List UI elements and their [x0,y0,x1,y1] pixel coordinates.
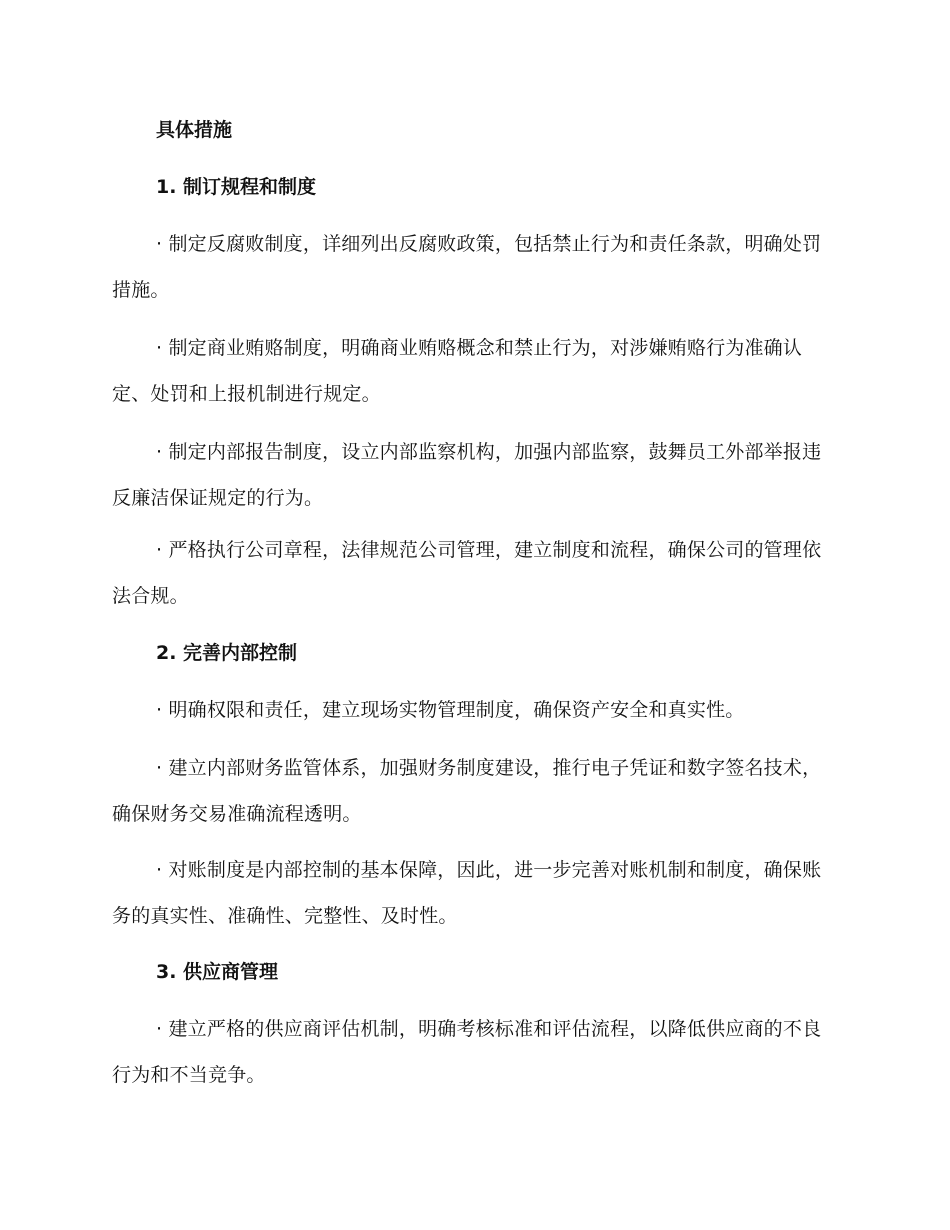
section-1-heading: 1. 制订规程和制度 [156,176,317,198]
section-1-paragraph-2: · 制定商业贿赂制度，明确商业贿赂概念和禁止行为，对涉嫌贿赂行为准确认定、处罚和上报机制进行规定。 [112,337,803,405]
section-1-paragraph-1: · 制定反腐败制度，详细列出反腐败政策，包括禁止行为和责任条款，明确处罚措施。 [112,233,822,301]
section-2-paragraph-1: · 明确权限和责任，建立现场实物管理制度，确保资产安全和真实性。 [156,699,745,721]
document-title: 具体措施 [156,119,233,141]
section-2-paragraph-2: · 建立内部财务监管体系，加强财务制度建设，推行电子凭证和数字签名技术，确保财务交易准确流程透明。 [112,757,822,825]
section-3-paragraph-1: · 建立严格的供应商评估机制，明确考核标准和评估流程，以降低供应商的不良行为和不当竞争。 [112,1018,822,1086]
section-2-paragraph-3: · 对账制度是内部控制的基本保障，因此，进一步完善对账机制和制度，确保账务的真实性、准确性、完整性、及时性。 [112,859,822,927]
section-1-paragraph-3: · 制定内部报告制度，设立内部监察机构，加强内部监察，鼓舞员工外部举报违反廉洁保证规定的行为。 [112,441,822,509]
section-2-heading: 2. 完善内部控制 [156,642,298,664]
section-3-heading: 3. 供应商管理 [156,961,279,983]
section-1-paragraph-4: · 严格执行公司章程，法律规范公司管理，建立制度和流程，确保公司的管理依法合规。 [112,539,822,607]
